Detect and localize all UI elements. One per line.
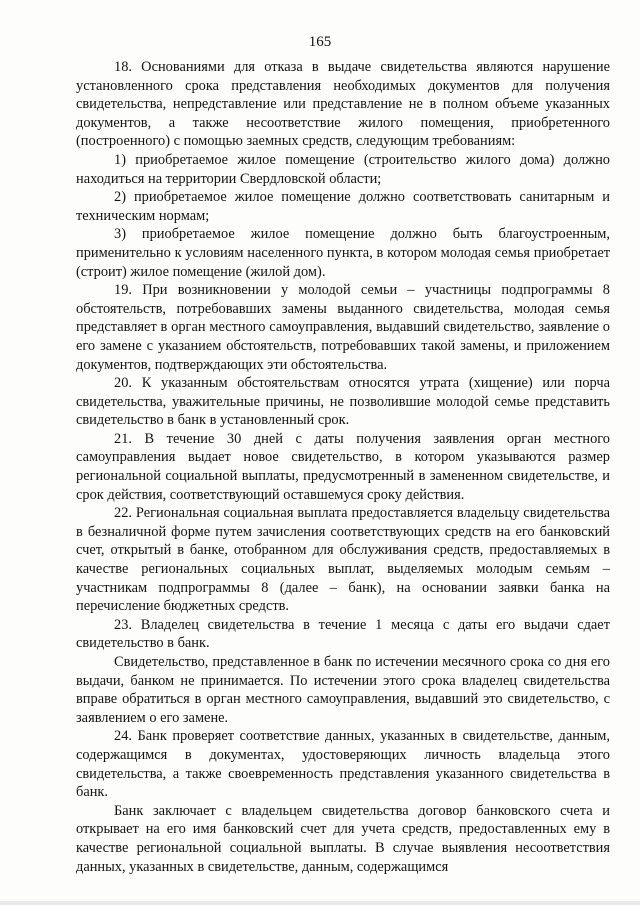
paragraph-23-continued: Свидетельство, представленное в банк по истечении месячного срока со дня его выдачи, банком не принимается. По истечении этого срока владелец свидетельства вправе обратиться в орган местного самоуправления, выдавший это свидетельство, с заявлением о его замене. [76, 654, 610, 726]
paragraph-18-item-2: 2) приобретаемое жилое помещение должно соответствовать санитарным и техническим нормам; [76, 189, 610, 224]
paragraph-23: 23. Владелец свидетельства в течение 1 месяца с даты его выдачи сдает свидетельство в банк. [76, 616, 610, 652]
paragraph-21: 21. В течение 30 дней с даты получения заявления орган местного самоуправления выдает новое свидетельство, в котором указываются размер региональной социальной выплаты, предусмотренный в замененном свидетельстве, и срок действия, соответствующий оставшемуся сроку действия. [76, 430, 610, 503]
paragraph-22: 22. Региональная социальная выплата предоставляется владельцу свидетельства в безналичной форме путем зачисления соответствующих средств на его банковский счет, открытый в банке, отобранном для обслуживания средств, предоставляемых в качестве региональных социальных выплат, выделяемых молодым семьям – участникам подпрограммы 8 (далее – банк), на основании заявки банка на перечисление бюджетных средств. [76, 505, 610, 615]
paragraph-18-item-1: 1) приобретаемое жилое помещение (строительство жилого дома) должно находиться на территории Свердловской области; [76, 151, 610, 187]
document-body [76, 58, 610, 876]
paragraph-18: 18. Основаниями для отказа в выдаче свидетельства являются нарушение установленного срока представления необходимых документов для получения свидетельства, непредставление или представление не в полном объеме указанных документов, а также несоответствие жилого помещения, приобретенного (построенного) с помощью заемных средств, следующим требованиям: [76, 59, 610, 150]
page-number: 165 [308, 34, 332, 50]
paragraph-20: 20. К указанным обстоятельствам относятся утрата (хищение) или порча свидетельства, уважительные причины, не позволившие молодой семье представить свидетельство в банк в установленный срок. [76, 375, 610, 429]
paragraph-19: 19. При возникновении у молодой семьи – участницы подпрограммы 8 обстоятельств, потребовавших замены выданного свидетельства, молодая семья представляет в орган местного самоуправления, выдавший свидетельство, заявление о его замене с указанием обстоятельств, потребовавших такой замены, и приложением документов, подтверждающих эти обстоятельства. [76, 282, 610, 373]
paragraph-24: 24. Банк проверяет соответствие данных, указанных в свидетельстве, данным, содержащимся в документах, удостоверяющих личность владельца этого свидетельства, а также своевременность представления указанного свидетельства в банк. [76, 728, 610, 801]
paragraph-18-item-3: 3) приобретаемое жилое помещение должно быть благоустроенным, применительно к условиям населенного пункта, в котором молодая семья приобретает (строит) жилое помещение (жилой дом). [76, 226, 610, 280]
paragraph-24-continued: Банк заключает с владельцем свидетельства договор банковского счета и открывает на его имя банковский счет для учета средств, предоставленных ему в качестве региональной социальной выплаты. В случае выявления несоответствия данных, указанных в свидетельстве, данным, содержащимся [76, 802, 610, 875]
page-bottom-edge [0, 901, 640, 905]
